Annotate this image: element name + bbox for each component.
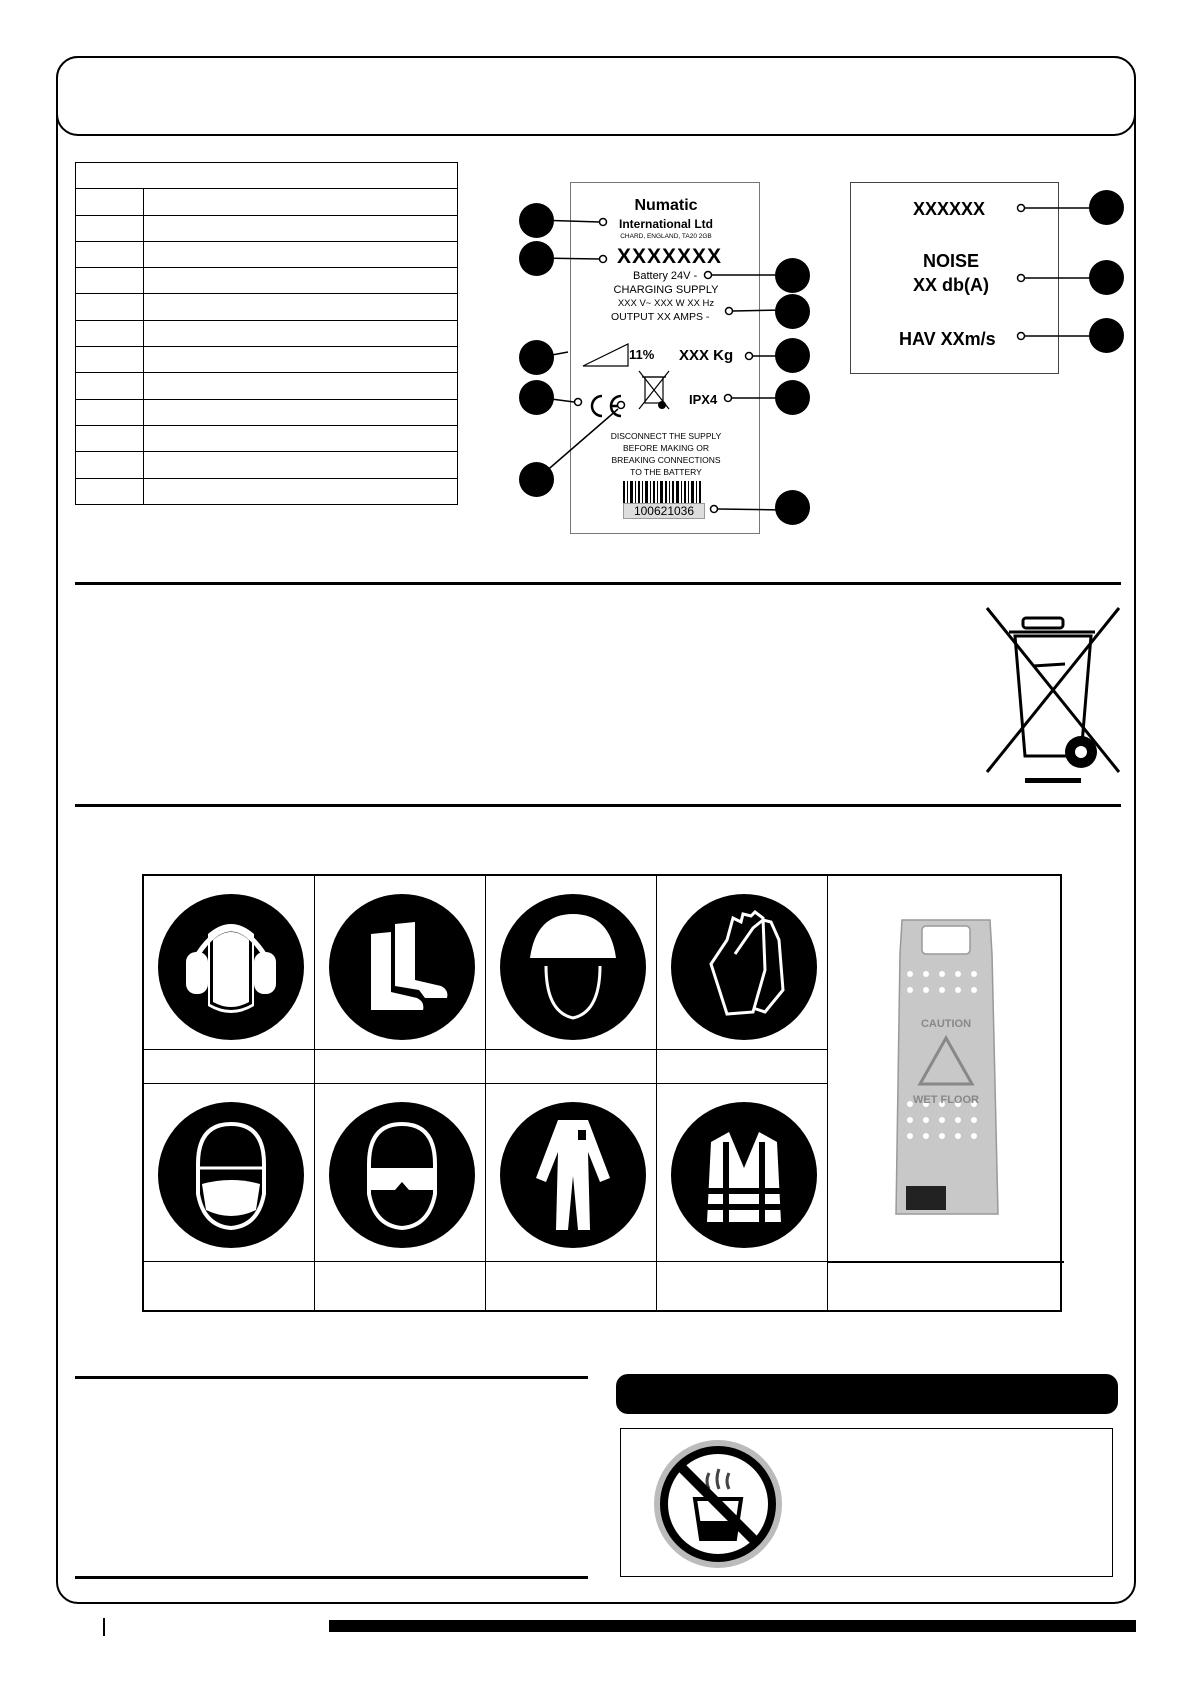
table-row (76, 320, 458, 346)
hav-value: HAV XXm/s (899, 329, 996, 349)
plate-warning-1: DISCONNECT THE SUPPLY (610, 431, 722, 441)
plate-charging-supply: CHARGING SUPPLY (613, 284, 719, 296)
hi-vis-vest-icon (671, 1102, 817, 1248)
sign-wet-floor-text: WET FLOOR (913, 1094, 979, 1106)
warning-heading-bar (616, 1374, 1118, 1414)
noise-code: XXXXXX (913, 199, 986, 219)
plate-ip-rating: IPX4 (689, 392, 718, 407)
safety-goggles-icon (329, 1102, 475, 1248)
table-row (76, 241, 458, 267)
no-hot-water-icon (651, 1437, 785, 1571)
plate-supply-spec: XXX V~ XXX W XX Hz (617, 298, 715, 309)
callout-10 (775, 490, 810, 525)
ear-defenders-icon (158, 894, 304, 1040)
weee-crossed-bin-icon (985, 606, 1121, 786)
hard-hat-icon (500, 894, 646, 1040)
plate-output: OUTPUT XX AMPS - (611, 311, 710, 323)
noise-callout-1 (1089, 190, 1124, 225)
callout-2 (519, 241, 554, 276)
table-row (76, 452, 458, 478)
callout-1 (519, 203, 554, 238)
plate-address: CHARD, ENGLAND, TA20 2GB (620, 233, 712, 240)
sign-caution-text: CAUTION (920, 1018, 972, 1030)
safety-boots-icon (329, 894, 475, 1040)
plate-battery: Battery 24V - (633, 270, 698, 282)
plate-brand: Numatic (634, 197, 698, 214)
plate-warning-2: BEFORE MAKING OR (623, 443, 709, 453)
callout-8 (775, 380, 810, 415)
callout-6 (775, 338, 810, 373)
plate-warning-3: BREAKING CONNECTIONS (611, 455, 721, 465)
ppe-requirements-table (142, 874, 1062, 1312)
plate-model: XXXXXXX (617, 245, 723, 268)
callout-4 (775, 294, 810, 329)
table-row (76, 163, 458, 189)
plate-barcode-number: 100621036 (623, 503, 705, 519)
no-hot-water-warning-box (620, 1428, 1113, 1577)
noise-value: XX db(A) (913, 275, 989, 295)
table-row (76, 294, 458, 320)
wet-floor-sign-icon (886, 914, 1006, 1226)
rating-plate-legend-table (75, 162, 458, 505)
noise-callout-3 (1089, 318, 1124, 353)
dust-mask-icon (158, 1102, 304, 1248)
table-row (76, 268, 458, 294)
callout-3 (775, 258, 810, 293)
section-divider (75, 804, 1121, 807)
noise-title: NOISE (923, 251, 980, 271)
footer-bar (329, 1620, 1136, 1632)
table-row (76, 478, 458, 504)
section-divider (75, 1576, 588, 1579)
page-header-box (56, 56, 1136, 136)
protective-gloves-icon (671, 894, 817, 1040)
callout-7 (519, 380, 554, 415)
callout-9 (519, 462, 554, 497)
plate-gradient: 11% (629, 347, 655, 362)
table-row (76, 373, 458, 399)
callout-5 (519, 340, 554, 375)
noise-callout-2 (1089, 260, 1124, 295)
plate-company: International Ltd (619, 217, 713, 231)
section-divider (75, 1376, 588, 1379)
table-row (76, 215, 458, 241)
table-row (76, 189, 458, 215)
table-row (76, 425, 458, 451)
footer-tick (103, 1618, 105, 1636)
table-row (76, 399, 458, 425)
plate-warning-4: TO THE BATTERY (630, 467, 702, 477)
section-divider (75, 582, 1121, 585)
table-row (76, 347, 458, 373)
overalls-icon (500, 1102, 646, 1248)
plate-weight: XXX Kg (679, 347, 734, 364)
